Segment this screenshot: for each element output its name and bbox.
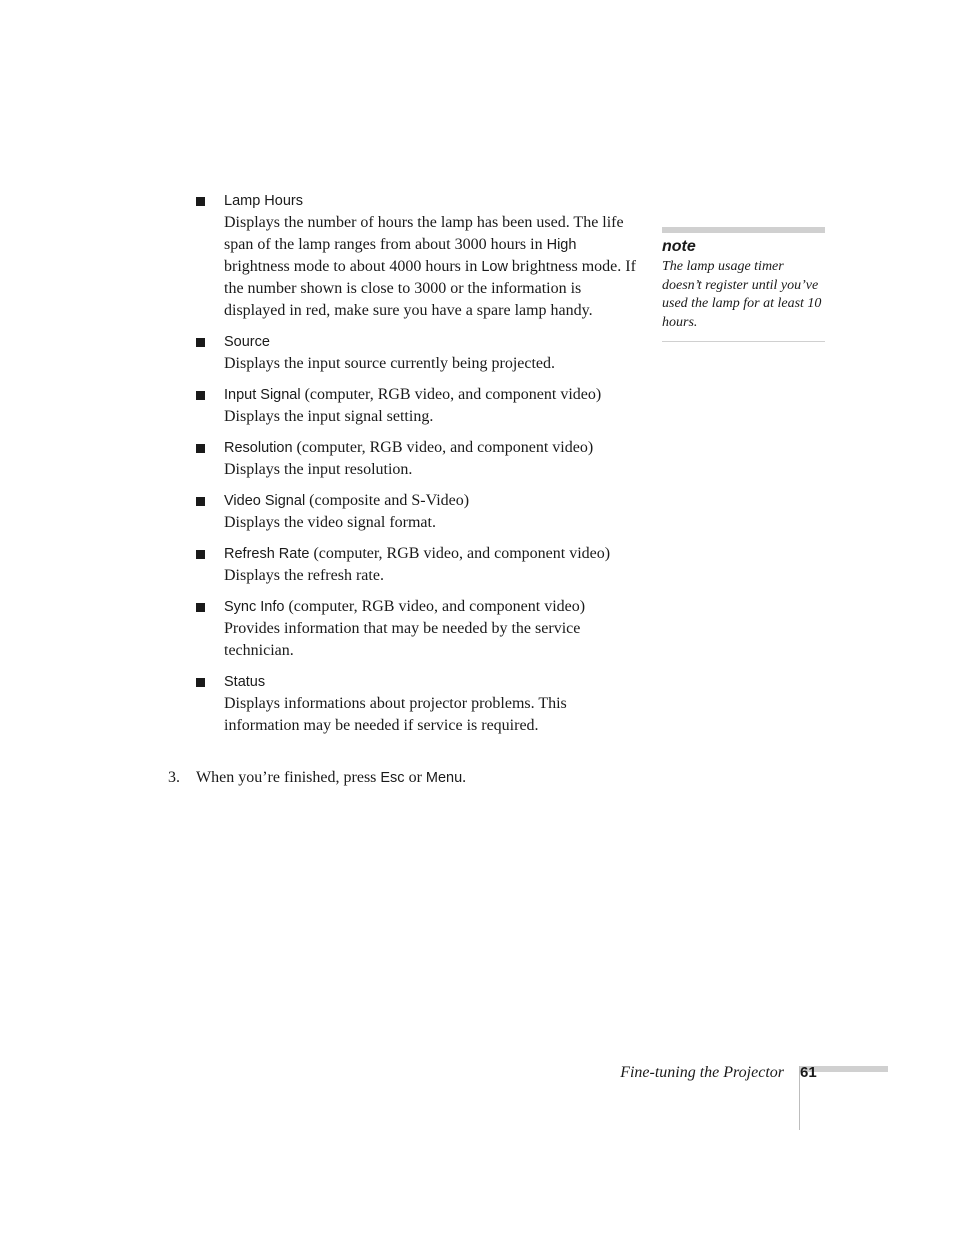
item-title: Input Signal xyxy=(224,387,301,403)
keyword-high: High xyxy=(546,237,577,253)
item-title: Status xyxy=(224,674,266,690)
item-description: Displays the number of hours the lamp has been used. The life span of the lamp ranges from about 3000 hours in High brightness mode to about 4000 hours in Low brightness mode. If the number shown is close to 3000 or the information is displayed in red, make sure you have a spare lamp handy. xyxy=(224,214,636,319)
item-description: Displays the refresh rate. xyxy=(224,567,384,584)
item-description: Provides information that may be needed by the service technician. xyxy=(224,620,581,659)
list-item-sync-info xyxy=(196,596,646,662)
item-description: Displays informations about projector problems. This information may be needed if service is required. xyxy=(224,695,567,734)
item-title: Source xyxy=(224,334,270,350)
bullet-icon xyxy=(196,338,205,347)
keyword-low: Low xyxy=(481,259,508,275)
menu-info-list xyxy=(196,190,646,746)
item-title: Video Signal xyxy=(224,493,306,509)
item-qualifier: (computer, RGB video, and component video) xyxy=(284,598,586,615)
item-title: Sync Info xyxy=(224,599,285,615)
page-number: 61 xyxy=(800,1064,817,1081)
item-qualifier: (composite and S-Video) xyxy=(305,492,470,509)
step-number: 3. xyxy=(168,769,180,786)
item-title: Refresh Rate xyxy=(224,546,310,562)
bullet-icon xyxy=(196,497,205,506)
item-description: Displays the input signal setting. xyxy=(224,408,434,425)
step-text: When you’re finished, press xyxy=(196,769,381,786)
item-description: Displays the video signal format. xyxy=(224,514,436,531)
item-qualifier: (computer, RGB video, and component video) xyxy=(309,545,611,562)
list-item-lamp-hours xyxy=(196,190,646,322)
bullet-icon xyxy=(196,550,205,559)
item-description: Displays the input source currently being projected. xyxy=(224,355,556,372)
side-note xyxy=(662,227,825,342)
item-title: Lamp Hours xyxy=(224,193,303,209)
list-item-status xyxy=(196,671,646,737)
list-item-source xyxy=(196,331,646,375)
key-esc: Esc xyxy=(380,770,405,786)
bullet-icon xyxy=(196,197,205,206)
note-body: The lamp usage timer doesn’t register until you’ve used the lamp for at least 10 hours. xyxy=(662,259,822,330)
note-title: note xyxy=(662,238,696,255)
key-menu: Menu xyxy=(425,770,463,786)
step-3: 3. When you’re finished, press Esc or Menu. xyxy=(168,767,466,789)
bullet-icon xyxy=(196,444,205,453)
item-qualifier: (computer, RGB video, and component video) xyxy=(300,386,602,403)
bullet-icon xyxy=(196,678,205,687)
list-item-input-signal xyxy=(196,384,646,428)
item-qualifier: (computer, RGB video, and component video) xyxy=(292,439,594,456)
item-title: Resolution xyxy=(224,440,293,456)
bullet-icon xyxy=(196,603,205,612)
list-item-resolution xyxy=(196,437,646,481)
list-item-video-signal xyxy=(196,490,646,534)
bullet-icon xyxy=(196,391,205,400)
item-description: Displays the input resolution. xyxy=(224,461,413,478)
list-item-refresh-rate xyxy=(196,543,646,587)
footer-chapter-title: Fine-tuning the Projector xyxy=(620,1064,784,1081)
